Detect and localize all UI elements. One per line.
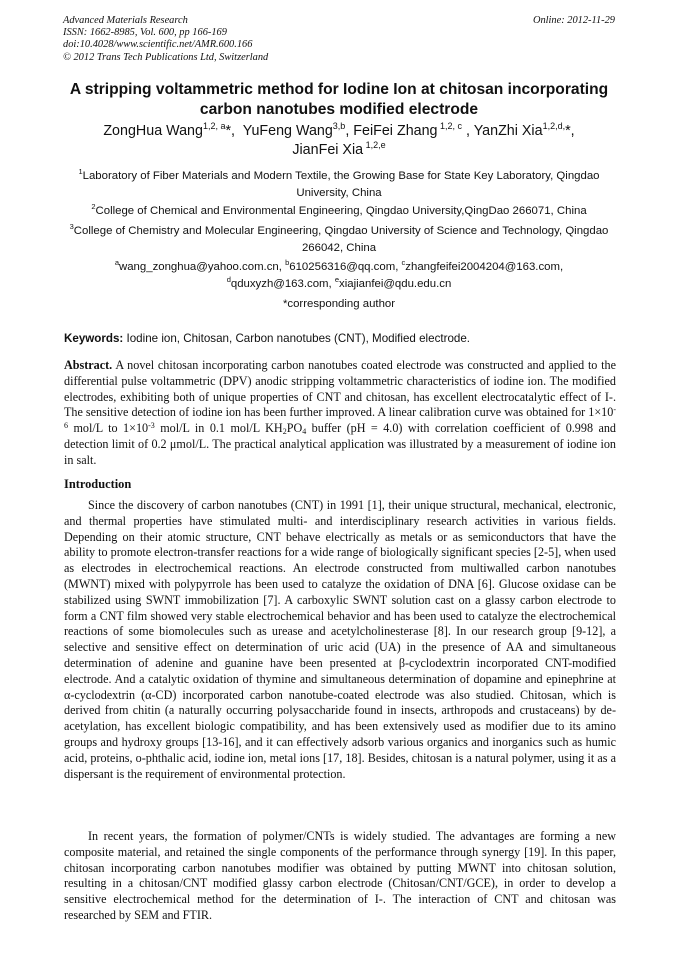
email-link[interactable]: xiajianfei@qdu.edu.cn <box>339 277 452 290</box>
doi-line[interactable]: doi:10.4028/www.scientific.net/AMR.600.166 <box>63 39 253 51</box>
affiliation-text: College of Chemistry and Molecular Engineering, Qingdao University of Science and Technology, Qingdao 266042, China <box>73 225 609 254</box>
abstract-text: mol/L in 0.1 mol/L KH <box>154 421 283 436</box>
corresponding-mark: * <box>565 123 571 139</box>
affiliation-sup: 1 <box>78 167 83 176</box>
abstract-label: Abstract. <box>64 358 113 372</box>
exponent: -3 <box>148 421 155 431</box>
email-link[interactable]: wang_zonghua@yahoo.com.cn, <box>119 261 282 273</box>
email-sup: d <box>226 274 231 284</box>
online-date: Online: 2012-11-29 <box>532 15 615 26</box>
author-name: YuFeng Wang <box>242 123 333 139</box>
abstract-text: A novel chitosan incorporating carbon nanotubes coated electrode was constructed and applied to the differential pulse voltammetric (DPV) anodic stripping voltammetric characteristics of iodine ion. The modified electrodes, exhibiting both of unique properties of CNT and chitosan, has excellent electrocatalytic effect of I-. The sensitive detection of iodine ion has been further improved. A linear calibration curve was obtained for 1×10 <box>64 358 616 420</box>
author-list <box>60 122 618 160</box>
section-heading-introduction: Introduction <box>64 477 132 491</box>
corresponding-mark: * <box>225 123 232 139</box>
email-list <box>60 259 618 292</box>
email-sup: c <box>401 258 406 267</box>
affiliation-sup: 2 <box>91 202 96 211</box>
keywords <box>64 331 616 346</box>
abstract-text: buffer (pH = 4.0) with correlation coefficient of 0.998 and detection limit of 0.2 μmol/L. The practical analytical application was illustrated by a measurement of iodine ion in salt. <box>64 421 616 467</box>
author-affil-sup: 1,2,e <box>363 140 386 150</box>
copyright-line: © 2012 Trans Tech Publications Ltd, Switzerland <box>63 51 269 63</box>
abstract-text: PO <box>286 421 303 436</box>
subscript: 4 <box>302 427 307 437</box>
corresponding-author-note: *corresponding author <box>282 298 396 310</box>
author-affil-sup: 1,2, c <box>437 121 463 131</box>
email-sup: e <box>334 274 340 284</box>
email-link[interactable]: qduxyzh@163.com, <box>230 277 332 290</box>
keywords-label: Keywords: <box>64 332 124 345</box>
affiliation-3 <box>60 223 618 256</box>
affiliation-text: College of Chemical and Environmental Engineering, Qingdao University,QingDao 266071, China <box>95 205 587 217</box>
subscript: 2 <box>282 427 287 437</box>
email-link[interactable]: zhangfeifei2004204@163.com, <box>405 261 564 273</box>
author-affil-sup: 1,2,d, <box>542 121 566 131</box>
paper-title: A stripping voltammetric method for Iodine Ion at chitosan incorporating carbon nanotubes modified electrode <box>69 81 609 118</box>
affiliation-sup: 3 <box>69 222 74 231</box>
affiliation-2 <box>60 203 618 220</box>
email-link[interactable]: 610256316@qq.com, <box>289 261 399 273</box>
intro-paragraph-1: Since the discovery of carbon nanotubes (CNT) in 1991 [1], their unique structural, mechanical, electronic, and thermal properties have stimulated multi- and interdisciplinary research activities in various fields. Depending on their atomic structure, CNT behave electrically as metals or as semiconductors that have the ability to promote electron-transfer reactions for a wide range of biologically significant species [2-5], when used as electrodes in electrochemical reactions. An electrode constructed from multiwalled carbon nanotubes (MWNT) mixed with polypyrrole has been used to catalyze the oxidation of DNA [6]. Glucose oxidase can be stabilized using SWNT immobilization [7]. A carboxylic SWNT solution cast on a glassy carbon electrode to form a CNT film showed very stable electrochemical behavior and has been used to catalyze the electrochemical reactions of some biomolecules such as urease and acetylcholinesterase [8]. In our research group [9-12], a selective and sensitive effect on determination of uric acid (UA) in the presence of AA and simultaneous determination of adenine and guanine have been presented at β-cyclodextrin incorporated CNT-modified electrode. And a catalytic oxidation of thymine and simultaneous determination of dopamine and epinephrine at α-cyclodextrin (α-CD) incorporated carbon nanotube-coated electrode was also studied. Chitosan, which is derived from chitin (a naturally occurring polysaccharide found in insects, arthropods and crustaceans) by de-acetylation, has excellent biologic compatibility, and has been extensively used as modifier due to its amino groups and hydroxy groups [13-16], and it can effectively adsorb various organics and inorganics such as humic acid, proteins, o-phthalic acid, iodine ion, metal ions [17, 18]. Besides, chitosan is a natural polymer, using it as a dispersant is the requirement of environmental protection. <box>64 498 616 781</box>
author-name: FeiFei Zhang <box>353 123 438 139</box>
author-name: ZongHua Wang <box>103 123 203 139</box>
author-name: JianFei Xia <box>292 142 364 158</box>
email-sup: b <box>285 258 290 267</box>
email-sup: a <box>114 258 119 267</box>
affiliation-1 <box>60 168 618 201</box>
journal-header <box>63 15 615 64</box>
author-affil-sup: 3,b <box>332 121 346 131</box>
affiliation-text: Laboratory of Fiber Materials and Modern Textile, the Growing Base for State Key Laboratory, Qingdao University, China <box>82 170 600 199</box>
keywords-text: Iodine ion, Chitosan, Carbon nanotubes (CNT), Modified electrode. <box>126 332 471 345</box>
author-separator: , <box>462 123 474 139</box>
author-separator: , <box>570 123 575 139</box>
exponent: -6 <box>64 405 616 431</box>
journal-name: Advanced Materials Research <box>63 15 188 26</box>
intro-paragraph-2: In recent years, the formation of polymer/CNTs is widely studied. The advantages are forming a new composite material, and retained the single components of the performance through synergy [19]. In this paper, chitosan incorporating carbon nanotubes modifier was obtained by putting MWNT into chitosan solution, resulting in a chitosan/CNT modified glassy carbon electrode (Chitosan/CNT/GCE), in order to develop a sensitive electrochemical method for the determination of I-. The interaction of CNT and chitosan was researched by SEM and FTIR. <box>64 829 616 922</box>
author-separator: , <box>345 123 354 139</box>
author-affil-sup: 1,2, a <box>202 121 226 131</box>
abstract-text: mol/L to 1×10 <box>68 421 149 436</box>
author-name: YanZhi Xia <box>473 123 543 139</box>
abstract <box>64 358 616 469</box>
author-separator: , <box>231 123 243 139</box>
issn-line: ISSN: 1662-8985, Vol. 600, pp 166-169 <box>63 27 227 39</box>
